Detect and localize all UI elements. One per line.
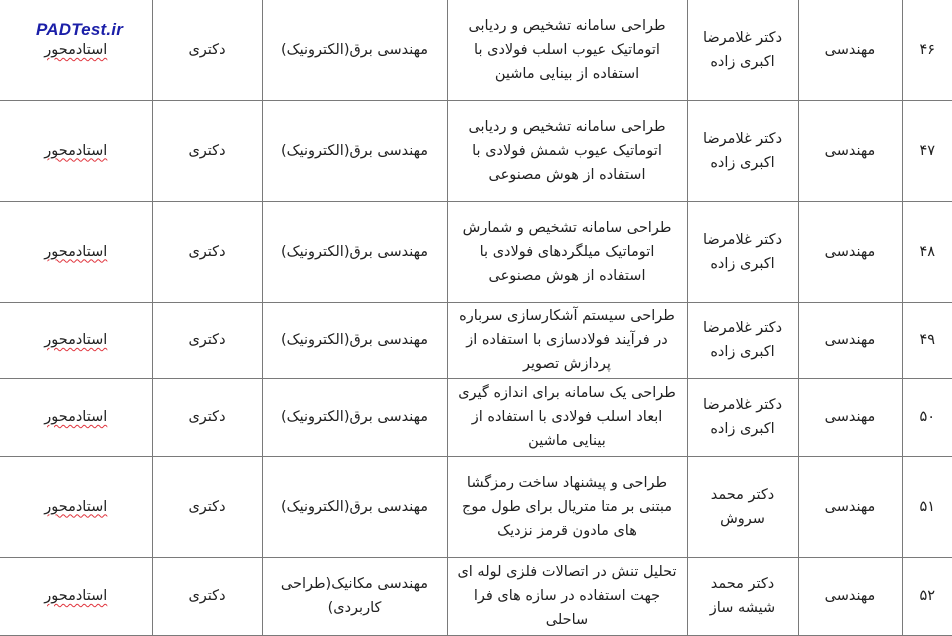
degree-cell (152, 201, 262, 302)
professor-text: دکتر غلامرضا اکبری زاده (702, 130, 783, 171)
major-text: مهندسی برق(الکترونیک) (280, 41, 429, 58)
professor-cell (687, 302, 798, 378)
field-text: مهندسی (824, 409, 876, 425)
degree-cell (152, 0, 262, 100)
project-title-text: طراحی یک سامانه برای اندازه گیری ابعاد اسلب فولادی با استفاده از بینایی ماشین (458, 385, 676, 449)
major-text: مهندسی برق(الکترونیک) (280, 243, 429, 260)
row-number-text: ۴۶ (919, 41, 936, 58)
field-cell (798, 0, 902, 100)
project-title-cell (447, 302, 687, 378)
major-cell (262, 302, 447, 378)
professor-cell (687, 0, 798, 100)
table-row (0, 378, 952, 456)
professor-text: دکتر محمد سروش (710, 486, 775, 527)
field-cell (798, 302, 902, 378)
support-text: استادمحور (44, 142, 108, 159)
table-row (0, 456, 952, 557)
field-cell (798, 201, 902, 302)
project-title-text: طراحی و پیشنهاد ساخت رمزگشا مبتنی بر متا متریال برای طول موج های مادون قرمز نزدیک (462, 474, 672, 539)
degree-text: دکتری (188, 243, 226, 260)
support-cell (0, 456, 152, 557)
row-number-text: ۵۲ (919, 588, 936, 604)
degree-text: دکتری (188, 332, 226, 348)
degree-cell (152, 378, 262, 456)
professor-cell (687, 557, 798, 635)
field-text: مهندسی (824, 498, 876, 515)
row-number-cell (902, 378, 952, 456)
project-title-text: طراحی سامانه تشخیص و ردیابی اتوماتیک عیوب اسلب فولادی با استفاده از بینایی ماشین (468, 17, 666, 82)
field-text: مهندسی (824, 588, 876, 604)
support-cell (0, 100, 152, 201)
field-cell (798, 378, 902, 456)
row-number-text: ۵۰ (919, 409, 936, 425)
support-text: استادمحور (44, 409, 108, 425)
field-cell (798, 100, 902, 201)
professor-text: دکتر غلامرضا اکبری زاده (702, 29, 783, 70)
project-title-text: طراحی سامانه تشخیص و ردیابی اتوماتیک عیوب شمش فولادی با استفاده از هوش مصنوعی (468, 118, 666, 183)
field-cell (798, 557, 902, 635)
table-row (0, 0, 952, 100)
professor-text: دکتر غلامرضا اکبری زاده (702, 397, 783, 437)
professor-cell (687, 378, 798, 456)
support-cell (0, 0, 152, 100)
table-row (0, 557, 952, 635)
support-cell (0, 201, 152, 302)
support-text: استادمحور (44, 498, 108, 515)
field-text: مهندسی (824, 243, 876, 260)
row-number-cell (902, 201, 952, 302)
project-title-text: تحلیل تنش در اتصالات فلزی لوله ای جهت استفاده در سازه های فرا ساحلی (457, 564, 677, 628)
degree-cell (152, 302, 262, 378)
row-number-cell (902, 100, 952, 201)
degree-cell (152, 557, 262, 635)
major-text: مهندسی برق(الکترونیک) (280, 332, 429, 348)
major-text: مهندسی برق(الکترونیک) (280, 498, 429, 515)
professor-text: دکتر غلامرضا اکبری زاده (702, 320, 783, 360)
support-cell (0, 302, 152, 378)
degree-text: دکتری (188, 41, 226, 58)
project-title-cell (447, 557, 687, 635)
support-cell (0, 378, 152, 456)
project-title-cell (447, 100, 687, 201)
major-text: مهندسی مکانیک(طراحی کاربردی) (280, 576, 429, 616)
row-number-cell (902, 0, 952, 100)
field-text: مهندسی (824, 332, 876, 348)
degree-cell (152, 456, 262, 557)
degree-text: دکتری (188, 409, 226, 425)
degree-cell (152, 100, 262, 201)
major-text: مهندسی برق(الکترونیک) (280, 409, 429, 425)
row-number-cell (902, 456, 952, 557)
table-row (0, 100, 952, 201)
project-title-text: طراحی سامانه تشخیص و شمارش اتوماتیک میلگردهای فولادی با استفاده از هوش مصنوعی (462, 219, 672, 284)
major-cell (262, 557, 447, 635)
professor-cell (687, 100, 798, 201)
major-cell (262, 100, 447, 201)
row-number-cell (902, 557, 952, 635)
support-text: استادمحور (44, 243, 108, 260)
field-text: مهندسی (824, 142, 876, 159)
professor-cell (687, 456, 798, 557)
professor-cell (687, 201, 798, 302)
degree-text: دکتری (188, 142, 226, 159)
degree-text: دکتری (188, 498, 226, 515)
project-title-cell (447, 378, 687, 456)
table-row (0, 302, 952, 378)
row-number-text: ۴۷ (919, 142, 936, 159)
major-cell (262, 0, 447, 100)
major-cell (262, 201, 447, 302)
major-cell (262, 378, 447, 456)
support-text: استادمحور (44, 332, 108, 348)
watermark-logo: PADTest.ir (36, 20, 124, 39)
support-text: استادمحور (44, 41, 108, 58)
table-row (0, 201, 952, 302)
support-text: استادمحور (44, 588, 108, 604)
field-text: مهندسی (824, 41, 876, 58)
row-number-text: ۵۱ (919, 498, 936, 515)
major-text: مهندسی برق(الکترونیک) (280, 142, 429, 159)
support-cell (0, 557, 152, 635)
project-title-cell (447, 456, 687, 557)
degree-text: دکتری (188, 588, 226, 604)
major-cell (262, 456, 447, 557)
professor-text: دکتر غلامرضا اکبری زاده (702, 231, 783, 272)
project-title-cell (447, 201, 687, 302)
row-number-cell (902, 302, 952, 378)
field-cell (798, 456, 902, 557)
row-number-text: ۴۹ (919, 332, 936, 348)
project-title-cell (447, 0, 687, 100)
project-title-text: طراحی سیستم آشکارسازی سرباره در فرآیند فولادسازی با استفاده از پردازش تصویر (459, 308, 675, 372)
professor-text: دکتر محمد شیشه ساز (709, 576, 776, 616)
row-number-text: ۴۸ (919, 243, 936, 260)
